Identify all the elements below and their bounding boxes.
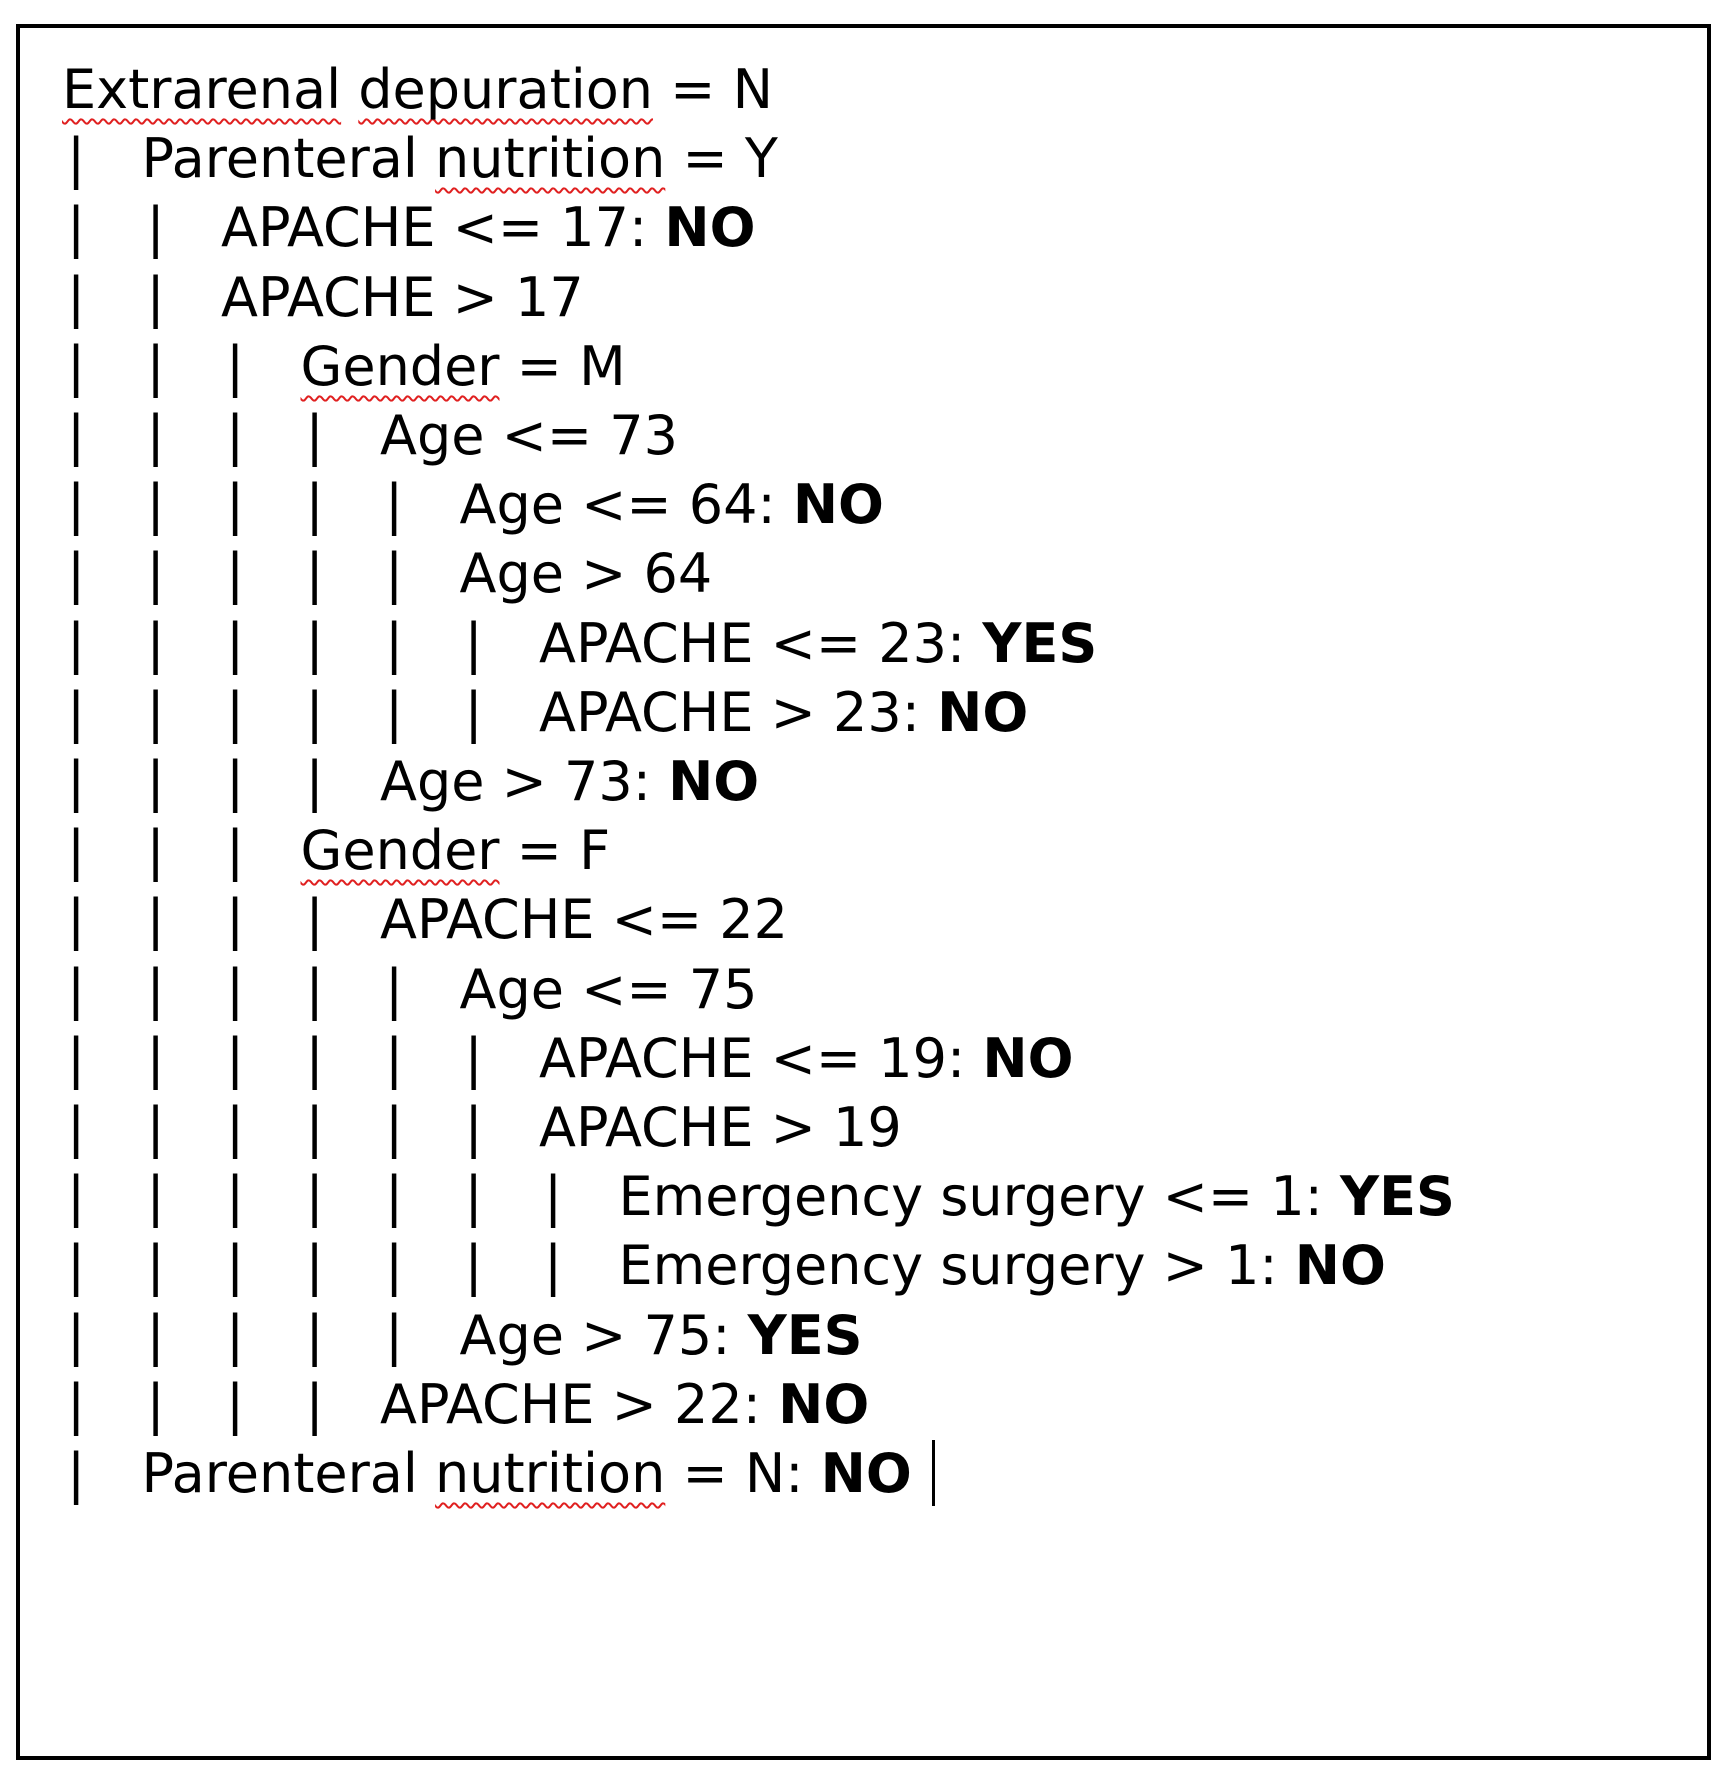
branch-bar: | [146, 1026, 165, 1090]
leaf-result: YES [747, 1303, 863, 1367]
branch-bar: | [385, 1096, 404, 1159]
node-text [619, 1157, 1455, 1237]
branch-bar: | [67, 1303, 86, 1367]
branch-bar: | [305, 1026, 324, 1090]
branch-bar: | [464, 1234, 483, 1298]
branch-bar: | [67, 473, 86, 537]
branch-bar: | [67, 196, 86, 260]
branch-bar: | [146, 334, 165, 398]
branch-bar: | [146, 680, 165, 744]
branch-bar: | [146, 265, 165, 329]
node-label: = N: [665, 1442, 821, 1505]
node-label: APACHE <= 23: [539, 611, 983, 675]
node-label: Age <= 75 [459, 957, 758, 1021]
node-label: Age <= 73 [380, 404, 678, 467]
tree-line [20, 1365, 1707, 1445]
tree-line [20, 1019, 1707, 1099]
branch-bar: | [67, 1442, 86, 1505]
branch-bar: | [226, 750, 245, 813]
branch-bar: | [146, 1234, 165, 1298]
leaf-result: YES [1340, 1165, 1455, 1229]
branch-bar: | [146, 1303, 165, 1367]
branch-bar: | [67, 611, 86, 675]
tree-line [20, 50, 1707, 130]
branch-bar: | [146, 1165, 165, 1229]
branch-bar: | [146, 196, 165, 260]
tree-line [20, 534, 1707, 614]
branch-bar: | [67, 680, 86, 744]
node-text [221, 258, 584, 338]
branch-bar: | [146, 957, 165, 1021]
branch-bar: | [544, 1165, 563, 1229]
node-label: Age > 73: [380, 750, 669, 813]
branch-bar: | [305, 611, 324, 675]
branch-bar: | [385, 542, 404, 606]
tree-line [20, 327, 1707, 407]
node-label: Parenteral [141, 127, 436, 191]
branch-bar: | [226, 473, 245, 537]
branch-bar: | [146, 1372, 165, 1436]
branch-bar: | [226, 680, 245, 744]
branch-bar: | [385, 680, 404, 744]
node-label: APACHE > 19 [539, 1096, 902, 1159]
tree-line [20, 1434, 1707, 1514]
text-cursor [932, 1440, 935, 1506]
node-label: Emergency surgery <= 1: [618, 1165, 1341, 1229]
branch-bar: | [67, 334, 86, 398]
leaf-result: NO [668, 750, 760, 813]
leaf-result: NO [1294, 1234, 1386, 1298]
node-text [380, 396, 678, 476]
branch-bar: | [305, 542, 324, 606]
branch-bar: | [67, 1372, 86, 1436]
branch-bar: | [305, 404, 324, 467]
node-label: = N [653, 58, 773, 121]
node-text [380, 742, 759, 822]
node-label: = Y [665, 127, 778, 191]
decision-tree-frame [16, 24, 1711, 1760]
node-text [301, 811, 611, 891]
branch-bar: | [67, 888, 86, 952]
branch-bar: | [226, 1303, 245, 1367]
spellcheck-word: depuration [358, 58, 654, 121]
branch-bar: | [305, 1303, 324, 1367]
branch-bar: | [67, 819, 86, 883]
tree-line [20, 880, 1707, 960]
branch-bar: | [305, 888, 324, 952]
branch-bar: | [146, 1096, 165, 1159]
tree-line [20, 1296, 1707, 1376]
tree-line [20, 188, 1707, 268]
branch-bar: | [226, 542, 245, 606]
branch-bar: | [146, 473, 165, 537]
branch-bar: | [67, 542, 86, 606]
node-label: Age > 75: [459, 1303, 748, 1367]
node-label: APACHE > 17 [221, 265, 584, 329]
node-text [539, 1088, 902, 1168]
branch-bar: | [226, 334, 245, 398]
branch-bar: | [305, 680, 324, 744]
node-label: = M [499, 334, 626, 398]
node-label: APACHE > 23: [539, 680, 938, 744]
branch-bar: | [385, 957, 404, 1021]
branch-bar: | [385, 473, 404, 537]
branch-bar: | [385, 1303, 404, 1367]
branch-bar: | [385, 1234, 404, 1298]
branch-bar: | [305, 1372, 324, 1436]
tree-line [20, 1226, 1707, 1306]
branch-bar: | [146, 404, 165, 467]
branch-bar: | [385, 611, 404, 675]
node-text [301, 327, 626, 407]
node-label: APACHE <= 22 [380, 888, 789, 952]
branch-bar: | [146, 611, 165, 675]
branch-bar: | [226, 1165, 245, 1229]
spellcheck-word: nutrition [435, 127, 666, 191]
node-label: APACHE > 22: [380, 1372, 779, 1436]
tree-line [20, 950, 1707, 1030]
branch-bar: | [305, 1096, 324, 1159]
branch-bar: | [146, 819, 165, 883]
tree-line [20, 1157, 1707, 1237]
node-text [221, 188, 755, 268]
branch-bar: | [305, 1234, 324, 1298]
branch-bar: | [305, 750, 324, 813]
branch-bar: | [305, 473, 324, 537]
node-text [460, 534, 713, 614]
tree-line [20, 1088, 1707, 1168]
branch-bar: | [67, 1026, 86, 1090]
node-label: Age > 64 [459, 542, 713, 606]
node-text [460, 465, 884, 545]
leaf-result: NO [778, 1372, 870, 1436]
node-label [341, 58, 358, 121]
branch-bar: | [464, 1026, 483, 1090]
node-text [142, 119, 778, 199]
branch-bar: | [67, 1165, 86, 1229]
branch-bar: | [226, 957, 245, 1021]
branch-bar: | [544, 1234, 563, 1298]
leaf-result: YES [982, 611, 1098, 675]
branch-bar: | [226, 611, 245, 675]
branch-bar: | [146, 542, 165, 606]
branch-bar: | [67, 265, 86, 329]
branch-bar: | [464, 1096, 483, 1159]
branch-bar: | [226, 888, 245, 952]
tree-line [20, 673, 1707, 753]
branch-bar: | [226, 1026, 245, 1090]
branch-bar: | [305, 1165, 324, 1229]
node-text [460, 950, 758, 1030]
branch-bar: | [385, 1165, 404, 1229]
branch-bar: | [67, 957, 86, 1021]
node-label: Parenteral [141, 1442, 436, 1505]
leaf-result: NO [982, 1026, 1074, 1090]
node-label: APACHE <= 17: [221, 196, 665, 260]
branch-bar: | [67, 1234, 86, 1298]
spellcheck-word: Gender [300, 334, 500, 398]
tree-line [20, 258, 1707, 338]
tree-line [20, 604, 1707, 684]
decision-tree-text[interactable] [20, 28, 1707, 1756]
tree-line [20, 742, 1707, 822]
leaf-result: NO [792, 473, 884, 537]
node-text [460, 1296, 863, 1376]
branch-bar: | [226, 1372, 245, 1436]
branch-bar: | [146, 888, 165, 952]
node-label: Emergency surgery > 1: [618, 1234, 1295, 1298]
leaf-result: NO [664, 196, 756, 260]
node-text [619, 1226, 1386, 1306]
branch-bar: | [67, 750, 86, 813]
spellcheck-word: nutrition [435, 1442, 666, 1505]
node-text [539, 673, 1028, 753]
branch-bar: | [146, 750, 165, 813]
node-label: Age <= 64: [459, 473, 793, 537]
branch-bar: | [464, 1165, 483, 1229]
tree-line [20, 811, 1707, 891]
branch-bar: | [226, 819, 245, 883]
node-text [62, 50, 773, 130]
branch-bar: | [385, 1026, 404, 1090]
branch-bar: | [464, 611, 483, 675]
branch-bar: | [226, 1234, 245, 1298]
leaf-result: NO [937, 680, 1029, 744]
branch-bar: | [67, 404, 86, 467]
node-text [380, 880, 788, 960]
branch-bar: | [305, 957, 324, 1021]
node-text [380, 1365, 869, 1445]
node-label: APACHE <= 19: [539, 1026, 983, 1090]
node-text [539, 604, 1097, 684]
branch-bar: | [67, 1096, 86, 1159]
branch-bar: | [67, 127, 86, 191]
node-text [539, 1019, 1073, 1099]
branch-bar: | [226, 1096, 245, 1159]
tree-line [20, 119, 1707, 199]
spellcheck-word: Extrarenal [62, 58, 342, 121]
leaf-result: NO [820, 1442, 912, 1505]
spellcheck-word: Gender [300, 819, 500, 883]
tree-line [20, 396, 1707, 476]
node-label: = F [499, 819, 611, 883]
tree-line [20, 465, 1707, 545]
branch-bar: | [226, 404, 245, 467]
branch-bar: | [464, 680, 483, 744]
node-text [142, 1434, 935, 1514]
